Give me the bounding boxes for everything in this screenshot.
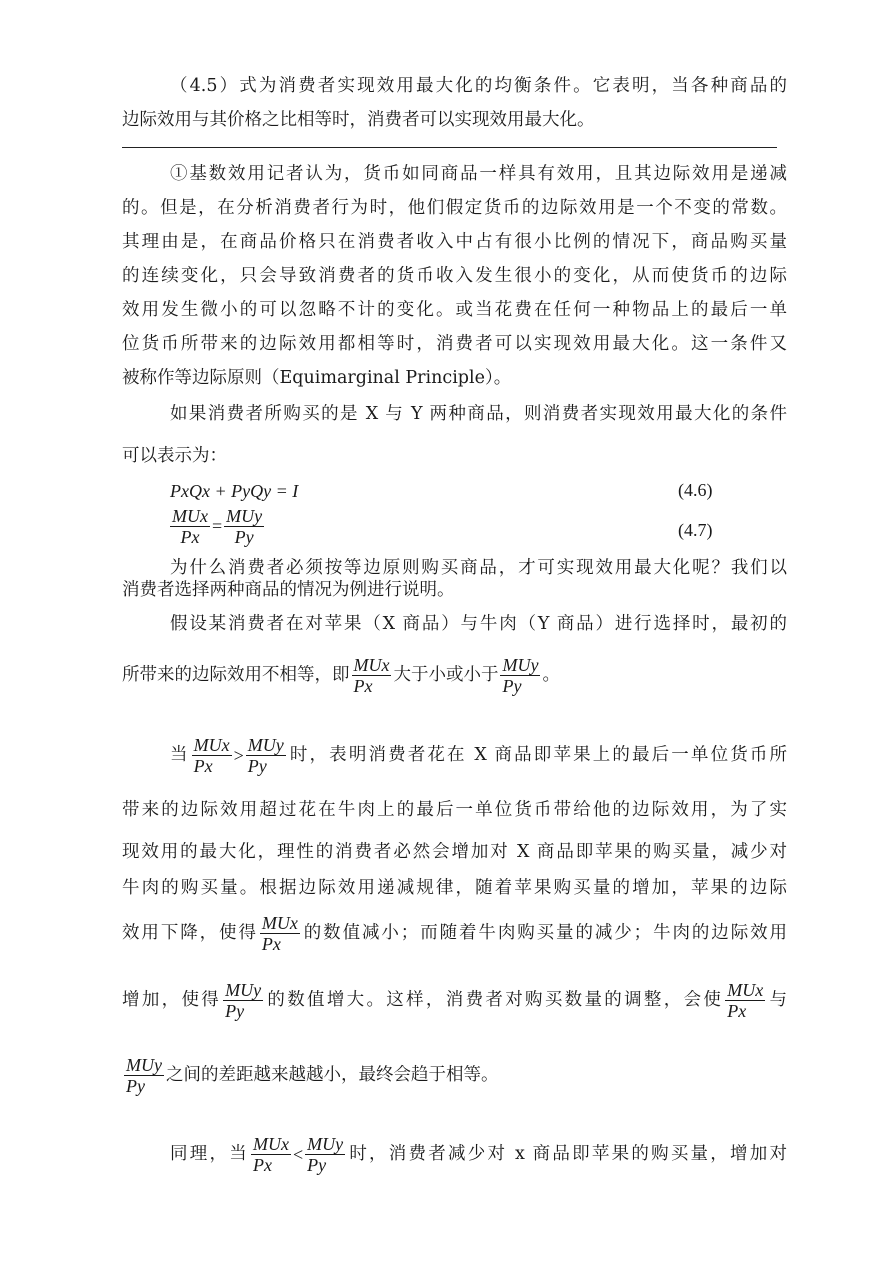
para6-line4: 牛肉的购买量。根据边际效用递减规律，随着苹果购买量的增加，苹果的边际 [122,878,787,898]
para2-line1: ①基数效用记者认为，货币如同商品一样具有效用，且其边际效用是递减 [170,164,787,184]
equation-4-7: $\frac{\text{MUx}}{Px}$ = $\frac{\text{MUy}}{Py}$ [172,506,263,547]
para2-line4: 的连续变化，只会导致消费者的货币收入发生很小的变化，从而使货币的边际 [122,266,787,286]
equation-4-7-number: (4.7) [678,520,713,540]
equation-4-6-number: (4.6) [678,480,713,500]
para6-line5: 效用下降，使得 $\frac{\text{MUx}}{Px}$ 的数值减小；而随着牛肉购买量的减少；牛肉的边际效用 [122,913,788,954]
para2-line2: 的。但是，在分析消费者行为时，他们假定货币的边际效用是一个不变的常数。 [122,198,787,218]
footnote-divider [122,147,777,148]
para6-line6: 增加，使得 $\frac{\text{MUy}}{Py}$ 的数值增大。这样，消费者对购买数量的调整，会使 $\frac{\text{MUx}}{Px}$ 与 [122,980,788,1021]
para1-line2: 边际效用与其价格之比相等时，消费者可以实现效用最大化。 [122,110,595,130]
fraction-mux-px: $\frac{\text{MUx}}{Px}$ [172,506,208,547]
para1-line1: （4.5）式为消费者实现效用最大化的均衡条件。它表明，当各种商品的 [170,76,787,96]
para2-line7: 被称作等边际原则（Equimarginal Principle）。 [122,368,512,388]
fraction-muy-py: $\frac{\text{MUy}}{Py}$ [226,506,263,547]
para2-line3: 其理由是，在商品价格只在消费者收入中占有很小比例的情况下，商品购买量 [122,232,787,252]
para5-line1: 假设某消费者在对苹果（X 商品）与牛肉（Y 商品）进行选择时，最初的 [170,614,787,634]
para2-line6: 位货币所带来的边际效用都相等时，消费者可以实现效用最大化。这一条件又 [122,334,787,354]
equation-4-6: PxQx + PyQy = I [170,481,299,501]
para6-line1: 当 $\frac{\text{MUx}}{Px}$ > $\frac{\text{MUy}}{Py}$ 时，表明消费者花在 X 商品即苹果上的最后一单位货币所 [170,735,787,776]
para4-line1: 为什么消费者必须按等边原则购买商品，才可实现效用最大化呢？我们以 [170,558,787,578]
para7-line1: 同理，当 $\frac{\text{MUx}}{Px}$ < $\frac{\text{MUy}}{Py}$ 时，消费者减少对 x 商品即苹果的购买量，增加对 [170,1134,788,1175]
para6-line2: 带来的边际效用超过花在牛肉上的最后一单位货币带给他的边际效用，为了实 [122,800,787,820]
para3-line2: 可以表示为： [122,446,227,466]
para4-line2: 消费者选择两种商品的情况为例进行说明。 [122,580,455,600]
para2-line5: 效用发生微小的可以忽略不计的变化。或当花费在任何一种物品上的最后一单 [122,300,787,320]
para6-line7: $\frac{\text{MUy}}{Py}$ 之间的差距越来越越小，最终会趋于相等。 [126,1055,499,1096]
para6-line3: 现效用的最大化，理性的消费者必然会增加对 X 商品即苹果的购买量，减少对 [122,842,787,862]
para5-line2: 所带来的边际效用不相等，即 $\frac{\text{MUx}}{Px}$ 大于小或小于 $\frac{\text{MUy}}{Py}$ 。 [122,655,560,696]
para3-line1: 如果消费者所购买的是 X 与 Y 两种商品，则消费者实现效用最大化的条件 [170,404,787,424]
